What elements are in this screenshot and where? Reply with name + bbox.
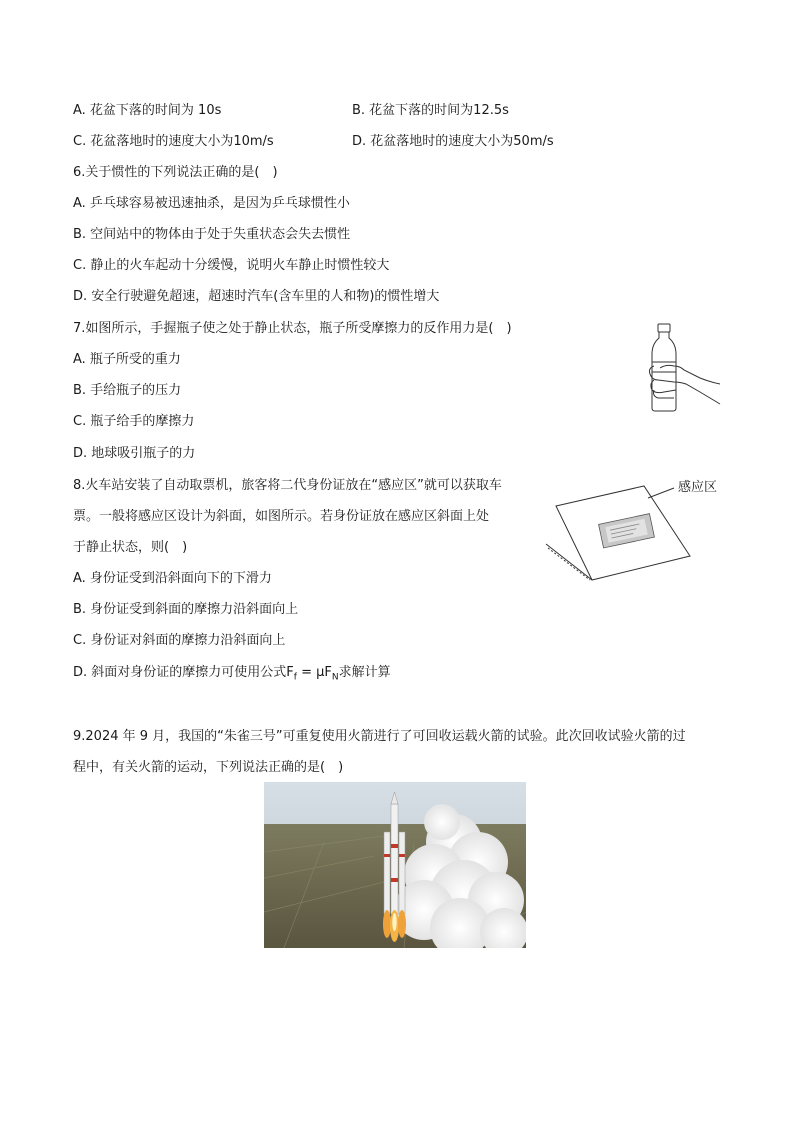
q8-option-d-mid: = μF bbox=[296, 665, 332, 680]
q8-stem-line1: 8.火车站安装了自动取票机，旅客将二代身份证放在“感应区”就可以获取车 bbox=[73, 478, 502, 493]
rocket-exhaust-flames bbox=[383, 910, 406, 942]
q6-stem: 6.关于惯性的下列说法正确的是( ) bbox=[73, 165, 278, 180]
q7-option-a: A. 瓶子所受的重力 bbox=[73, 352, 181, 367]
q7-option-d: D. 地球吸引瓶子的力 bbox=[73, 446, 196, 461]
q5-option-a: A. 花盆下落的时间为 10s bbox=[73, 103, 222, 118]
q8-option-d bbox=[73, 664, 391, 687]
q6-option-c: C. 静止的火车起动十分缓慢，说明火车静止时惯性较大 bbox=[73, 258, 390, 273]
q8-option-d-post: 求解计算 bbox=[338, 665, 391, 680]
q8-option-d-pre: D. 斜面对身份证的摩擦力可使用公式F bbox=[73, 665, 294, 680]
q8-option-d-sub-f: f bbox=[293, 672, 297, 683]
q9-stem-line1: 9.2024 年 9 月，我国的“朱雀三号”可重复使用火箭进行了可回收运载火箭的试验。此次回收试验火箭的过 bbox=[73, 729, 686, 744]
bottle-cap bbox=[658, 324, 670, 332]
q6-option-b: B. 空间站中的物体由于处于失重状态会失去惯性 bbox=[73, 227, 351, 242]
q9-stem-line2: 程中，有关火箭的运动，下列说法正确的是( ) bbox=[73, 760, 344, 775]
q8-option-d-sub-n: N bbox=[331, 672, 339, 683]
q7-stem: 7.如图所示，手握瓶子使之处于静止状态，瓶子所受摩擦力的反作用力是( ) bbox=[73, 321, 512, 336]
q8-option-a: A. 身份证受到沿斜面向下的下滑力 bbox=[73, 571, 272, 586]
rocket-launch-photo bbox=[264, 782, 526, 948]
bottle-hand-figure bbox=[640, 322, 722, 414]
q8-option-b: B. 身份证受到斜面的摩擦力沿斜面向上 bbox=[73, 602, 299, 617]
q7-option-c: C. 瓶子给手的摩擦力 bbox=[73, 414, 195, 429]
sensing-area-incline-figure bbox=[540, 476, 730, 584]
sensing-area-label: 感应区 bbox=[678, 480, 718, 495]
q8-option-c: C. 身份证对斜面的摩擦力沿斜面向上 bbox=[73, 633, 286, 648]
q5-option-d: D. 花盆落地时的速度大小为50m/s bbox=[352, 134, 554, 149]
q6-option-a: A. 乒乓球容易被迅速抽杀，是因为乒乓球惯性小 bbox=[73, 196, 350, 211]
q8-stem-line3: 于静止状态，则( ) bbox=[73, 540, 188, 555]
q7-option-b: B. 手给瓶子的压力 bbox=[73, 383, 182, 398]
q5-option-b: B. 花盆下落的时间为12.5s bbox=[352, 103, 509, 118]
q6-option-d: D. 安全行驶避免超速，超速时汽车(含车里的人和物)的惯性增大 bbox=[73, 289, 440, 304]
q5-option-c: C. 花盆落地时的速度大小为10m/s bbox=[73, 134, 274, 149]
label-leader-line bbox=[648, 488, 674, 498]
q8-stem-line2: 票。一般将感应区设计为斜面，如图所示。若身份证放在感应区斜面上处 bbox=[73, 509, 490, 524]
